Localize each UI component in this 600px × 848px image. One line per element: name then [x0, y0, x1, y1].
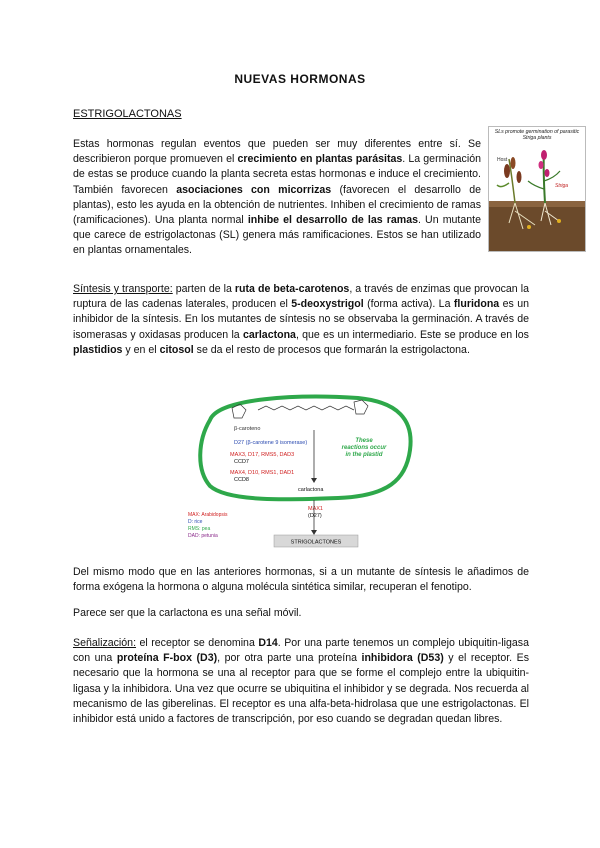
- ccd7-label: CCD7: [234, 459, 249, 465]
- product-label: STRIGOLACTONES: [290, 539, 342, 546]
- striga-label: Striga: [555, 183, 569, 189]
- carlactone-label: carlactona: [298, 487, 324, 493]
- substrate-label: β-caroteno: [234, 426, 261, 432]
- ccd7-genes: MAX3, D17, RMS5, DAD3: [230, 452, 295, 458]
- figure-caption: SLs promote germination of parasitic Striga plants: [494, 129, 580, 141]
- max1-label: MAX1: [308, 506, 323, 512]
- signaling-paragraph: Señalización: el receptor se denomina D14. Por una parte tenemos un complejo ubiquitin-ligasa con una proteína F-box (D3), por otra parte una proteína inhibidora (D53) y el receptor. Es necesario que la hormona se una al receptor para que se forme el complejo entre la ubiquitin-ligasa y la inhibidora. Una vez que ocurre se ubiquitina el inhibidor y se degrada. Nos recuerda al mecanismo de las giberelinas. El receptor es una alfa-beta-hidrolasa que une estrigolactonas. El inhibidor está unido a factores de transcripción, por eso cuando se degradan quedan libres.: [73, 637, 529, 726]
- legend-item: D: rice: [188, 519, 203, 525]
- striga-illustration: [489, 141, 585, 251]
- legend-item: DAD: petunia: [188, 533, 218, 539]
- legend-item: RMS: pea: [188, 526, 211, 532]
- isomerase-label: D27 (β-carotene 9 isomerase): [234, 440, 308, 446]
- synthesis-paragraph: Síntesis y transporte: parten de la ruta de beta-carotenos, a través de enzimas que provocan la ruptura de las cadenas laterales, producen el 5-deoxystrigol (forma activa). La fluridona es un inhibidor de la síntesis. En los mutantes de síntesis no se observaba la germinación. A través de isomerasas y oxidasas producen la carlactona, que es un intermediario. Este se produce en los plastidios y en el citosol se da el resto de procesos que formarán la estrigolactona.: [73, 283, 530, 356]
- intro-paragraph: Estas hormonas regulan eventos que pueden ser muy diferentes entre sí. Se describieron porque promueven el crecimiento en plantas parásitas. La germinación de estas se produce cuando la planta secreta estas hormonas e induce el crecimiento. También favorecen asociaciones con micorrizas (favorecen el desarrollo de plantas), esto les ayuda en la obtención de nutrientes. Inhiben el crecimiento de ramas (ramificaciones). Una planta normal inhibe el desarrollo de las ramas. Un mutante que carece de estrigolactonas (SL) genera más ramificaciones. Estos se han utilizado en plantas ornamentales.: [73, 138, 481, 257]
- carotene-structure: [258, 406, 354, 410]
- paragraph-mobile-signal: Parece ser que la carlactona es una señal móvil.: [73, 607, 302, 619]
- paragraph-exogenous: Del mismo modo que en las anteriores hormonas, si a un mutante de síntesis le añadimos de forma exógena la hormona o alguna molécula sintética similar, recuperan el fenotipo.: [73, 566, 529, 594]
- striga-germination-figure: [488, 126, 586, 252]
- section-heading: ESTRIGOLACTONAS: [73, 108, 182, 120]
- ccd8-genes: MAX4, D10, RMS1, DAD1: [230, 470, 295, 476]
- legend-item: MAX: Arabidopsis: [188, 512, 228, 518]
- d27-label: (D27): [308, 513, 322, 519]
- host-label: Host: [497, 157, 508, 163]
- strigolactone-pathway-diagram: [188, 390, 418, 550]
- ccd8-label: CCD8: [234, 477, 249, 483]
- page-title: NUEVAS HORMONAS: [234, 72, 366, 86]
- plastid-note: These reactions occur in the plastid: [341, 438, 387, 458]
